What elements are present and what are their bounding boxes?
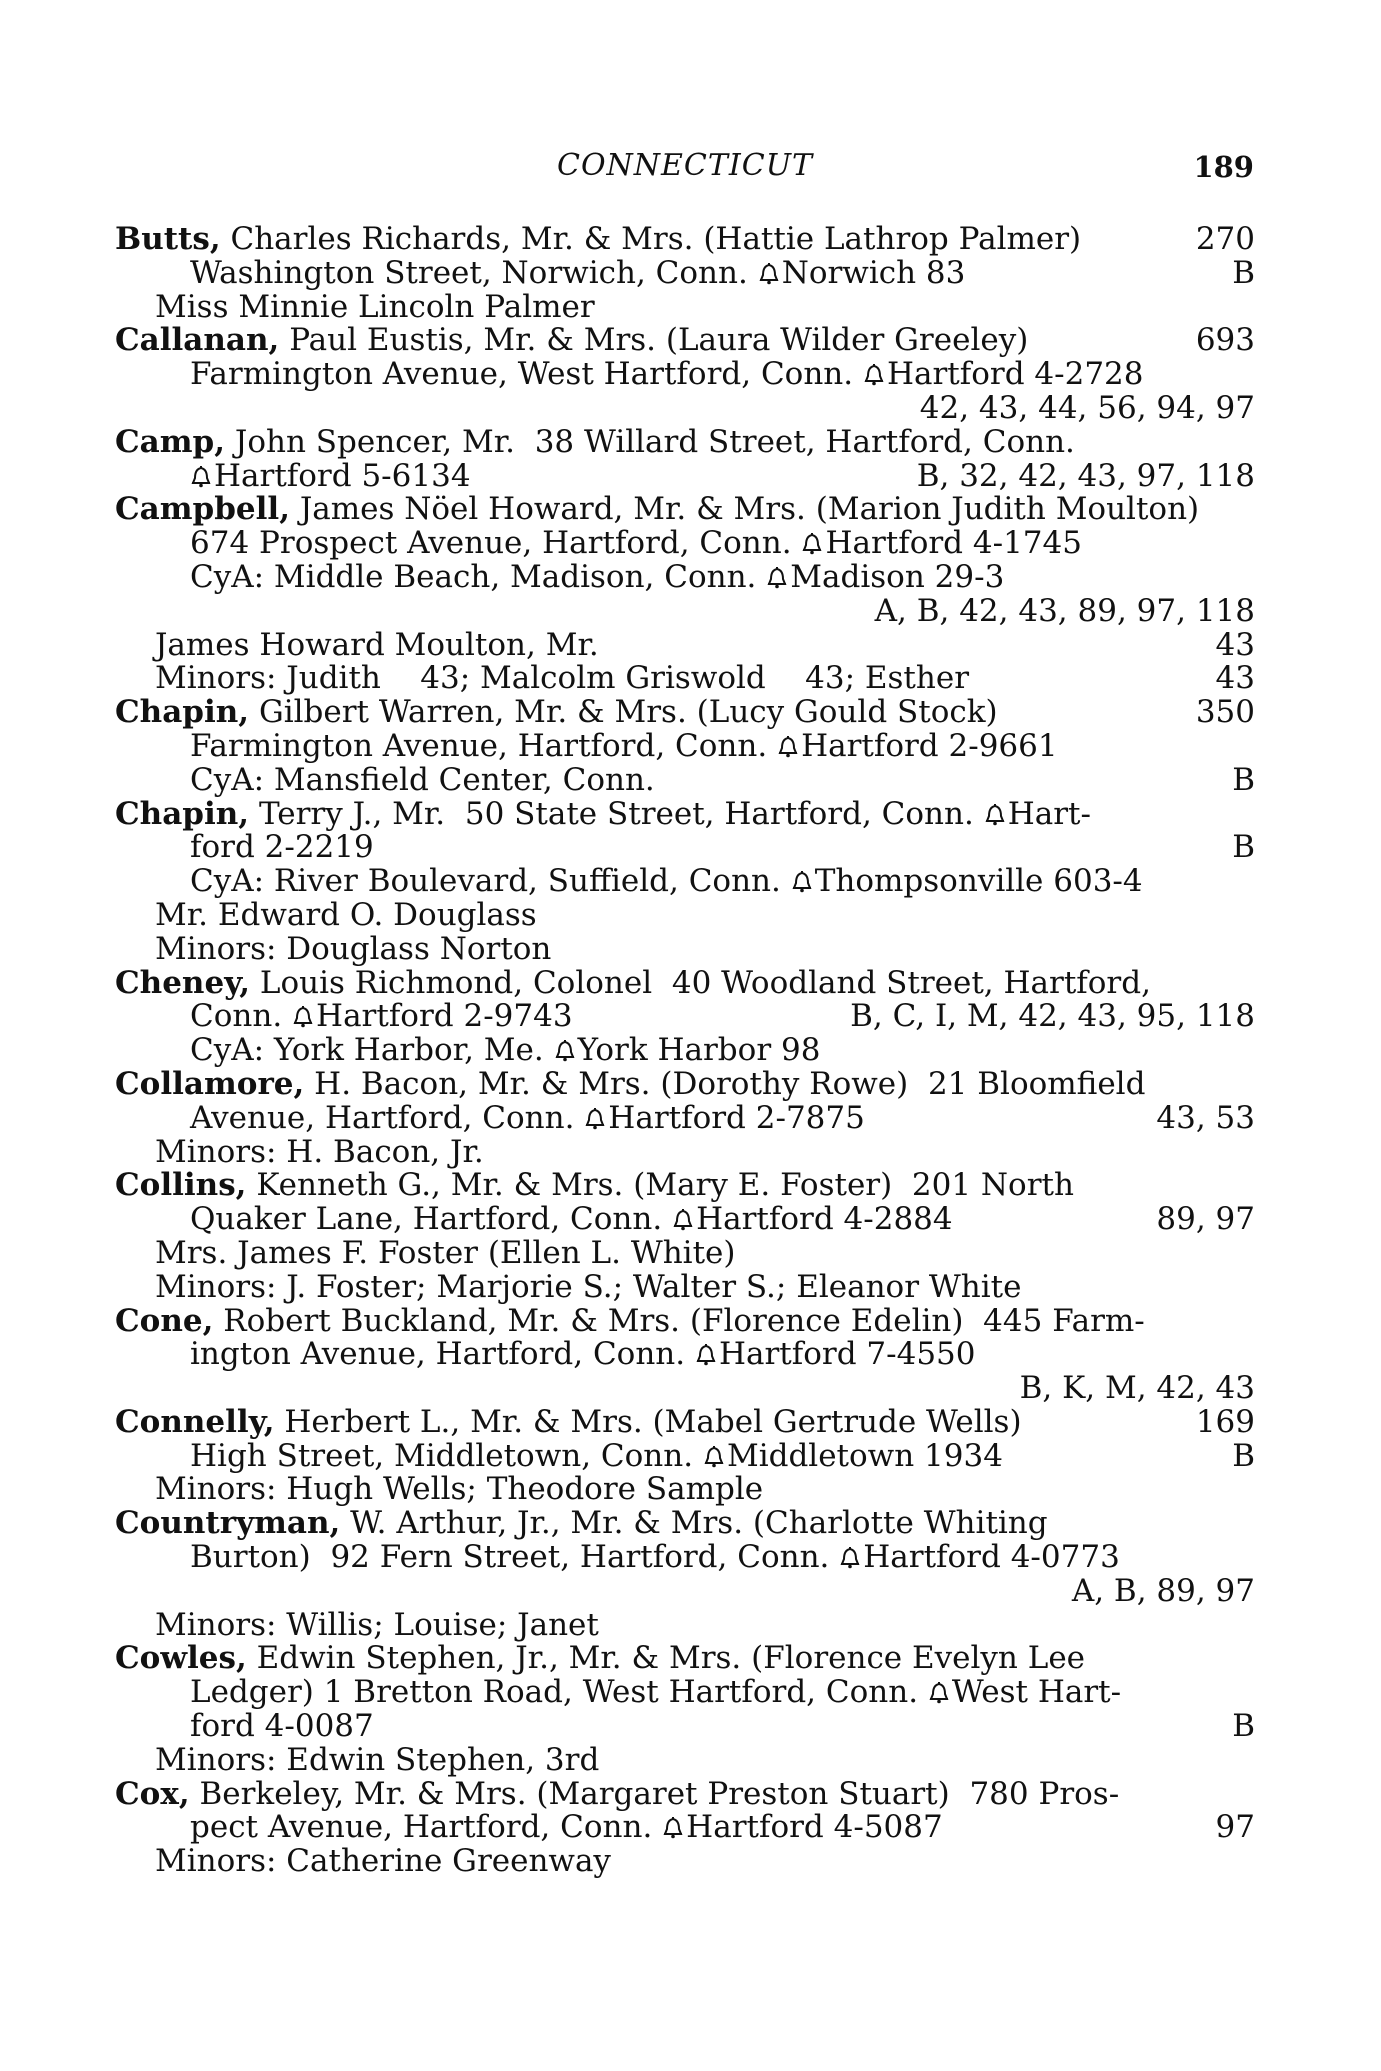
entry-body: Minors: Douglass Norton xyxy=(155,930,552,967)
entry-line xyxy=(115,1473,1255,1507)
entry-text xyxy=(190,254,966,291)
entry-line xyxy=(115,254,1255,291)
entry-codes: 43, 53 xyxy=(1156,1099,1255,1136)
entry-text xyxy=(190,865,1143,899)
entry-line xyxy=(115,896,1255,933)
entry-codes: B xyxy=(1232,829,1255,866)
entry-body: Minors: H. Bacon, Jr. xyxy=(155,1133,484,1170)
entry-text xyxy=(190,1437,1003,1474)
entry-body: Robert Buckland, Mr. & Mrs. (Florence Edelin) 445 Farm- xyxy=(213,1302,1145,1339)
entry-line xyxy=(115,1741,1255,1778)
entry-line xyxy=(115,324,1255,358)
telephone-number: Hartford 4-1745 xyxy=(825,525,1082,562)
surname: Countryman, xyxy=(115,1505,341,1542)
entry-text xyxy=(115,223,1081,257)
telephone-number: Hartford 2-9661 xyxy=(801,727,1058,764)
telephone-bell-icon xyxy=(801,529,823,553)
telephone-number: Madison 29-3 xyxy=(790,558,1005,595)
entry-line xyxy=(115,831,1255,865)
telephone-number: Hartford 7-4550 xyxy=(718,1336,976,1373)
entry-body: ford 2-2219 xyxy=(190,829,374,866)
entry-text xyxy=(115,1065,1146,1102)
entry-line xyxy=(115,423,1255,460)
telephone-bell-icon xyxy=(863,360,885,384)
entry-line xyxy=(115,1507,1255,1541)
entry-codes: B, K, M, 42, 43 xyxy=(1019,1370,1255,1407)
entry-body: Gilbert Warren, Mr. & Mrs. (Lucy Gould Stock) xyxy=(249,694,998,731)
entry-body: James Nöel Howard, Mr. & Mrs. (Marion Judith Moulton) xyxy=(289,491,1200,528)
entry-text xyxy=(155,1268,1022,1305)
entry-text xyxy=(190,1338,976,1372)
entry-body: pect Avenue, Hartford, Conn. xyxy=(190,1809,663,1846)
entry-body: Minors: Judith 43; Malcolm Griswold 43; Esther xyxy=(155,660,970,697)
entry-text xyxy=(115,1302,1145,1339)
entry-body: Washington Street, Norwich, Conn. xyxy=(190,254,758,291)
entry-line xyxy=(115,389,1255,426)
page-number: 189 xyxy=(1193,150,1254,184)
entry-body: Charles Richards, Mr. & Mrs. (Hattie Lathrop Palmer) xyxy=(220,221,1082,257)
entry-text xyxy=(190,1811,943,1845)
entry-line xyxy=(115,1133,1255,1170)
entry-text xyxy=(190,761,655,798)
entry-line xyxy=(115,761,1255,798)
entry-body: 674 Prospect Avenue, Hartford, Conn. xyxy=(190,525,802,562)
entry-codes: 89, 97 xyxy=(1156,1201,1255,1238)
running-title: CONNECTICUT xyxy=(556,148,813,183)
entry-line xyxy=(115,964,1255,1001)
surname: Butts, xyxy=(115,221,221,257)
entry-text xyxy=(190,1541,1120,1575)
telephone-bell-icon xyxy=(766,563,788,587)
entry-body: CyA: Middle Beach, Madison, Conn. xyxy=(190,558,767,595)
entry-text xyxy=(155,1741,600,1778)
telephone-number: Hartford 4-5087 xyxy=(686,1809,943,1846)
entry-body: Avenue, Hartford, Conn. xyxy=(190,1099,585,1136)
telephone-number: Hart- xyxy=(1007,795,1091,832)
surname: Collamore, xyxy=(115,1065,305,1102)
entry-line xyxy=(115,1338,1255,1372)
entry-line xyxy=(115,592,1255,629)
entry-body: Farmington Avenue, Hartford, Conn. xyxy=(190,727,778,764)
surname: Cone, xyxy=(115,1302,214,1339)
entry-line xyxy=(115,795,1255,832)
entry-codes: B xyxy=(1232,1437,1255,1474)
entry-text xyxy=(190,527,1082,561)
entry-text xyxy=(115,324,1028,358)
entry-codes: 350 xyxy=(1195,694,1255,731)
entry-text xyxy=(115,1642,1085,1676)
entry-codes: B xyxy=(1232,254,1255,291)
telephone-bell-icon xyxy=(695,1340,717,1364)
directory-entries xyxy=(115,223,1255,1879)
entry-line xyxy=(115,1775,1255,1812)
entry-text xyxy=(155,288,595,325)
entry-body: ford 4-0087 xyxy=(190,1708,374,1745)
entry-body: Miss Minnie Lincoln Palmer xyxy=(155,288,595,325)
telephone-number: West Hart- xyxy=(951,1674,1122,1711)
entry-body: H. Bacon, Mr. & Mrs. (Dorothy Rowe) 21 Bloomfield xyxy=(304,1065,1146,1102)
entry-codes: B xyxy=(1232,761,1255,798)
entry-body: James Howard Moulton, Mr. xyxy=(155,626,599,663)
surname: Cheney, xyxy=(115,964,251,1001)
entry-text xyxy=(155,1845,611,1879)
surname: Collins, xyxy=(115,1167,247,1204)
entry-codes: 270 xyxy=(1195,221,1255,257)
entry-text xyxy=(190,1099,865,1136)
entry-text xyxy=(190,1034,820,1068)
entry-codes: 42, 43, 44, 56, 94, 97 xyxy=(919,389,1255,426)
telephone-bell-icon xyxy=(928,1678,950,1702)
entry-body: Edwin Stephen, Jr., Mr. & Mrs. (Florence Evelyn Lee xyxy=(246,1640,1086,1677)
telephone-bell-icon xyxy=(777,732,799,756)
entry-line xyxy=(115,1572,1255,1609)
entry-line xyxy=(115,1203,1255,1237)
entry-body: John Spencer, Mr. 38 Willard Street, Hartford, Conn. xyxy=(225,423,1075,460)
entry-line xyxy=(115,1065,1255,1102)
page-header xyxy=(110,148,1260,192)
entry-text xyxy=(190,831,374,865)
entry-body: Terry J., Mr. 50 State Street, Hartford, Conn. xyxy=(249,795,984,832)
entry-line xyxy=(115,1676,1255,1710)
entry-line xyxy=(115,288,1255,325)
entry-body: CyA: Mansfield Center, Conn. xyxy=(190,761,655,798)
entry-line xyxy=(115,1710,1255,1744)
entry-text xyxy=(115,423,1075,460)
entry-text xyxy=(115,1169,1074,1203)
entry-line xyxy=(115,1169,1255,1203)
entry-text xyxy=(190,727,1058,764)
entry-line xyxy=(115,1099,1255,1136)
entry-body: CyA: York Harbor, Me. xyxy=(190,1032,554,1069)
entry-body: Mr. Edward O. Douglass xyxy=(155,896,537,933)
entry-line xyxy=(115,558,1255,595)
entry-text xyxy=(155,1234,736,1271)
entry-line xyxy=(115,1811,1255,1845)
entry-text xyxy=(155,1133,484,1170)
entry-line xyxy=(115,358,1255,392)
telephone-bell-icon xyxy=(839,1543,861,1567)
entry-line xyxy=(115,1437,1255,1474)
entry-body: Mrs. James F. Foster (Ellen L. White) xyxy=(155,1234,736,1271)
entry-text xyxy=(155,662,969,696)
entry-body: Minors: Willis; Louise; Janet xyxy=(155,1606,599,1643)
entry-text xyxy=(155,930,552,967)
entry-line xyxy=(115,727,1255,764)
telephone-bell-icon xyxy=(703,1442,725,1466)
entry-line xyxy=(115,1642,1255,1676)
entry-text xyxy=(155,1473,763,1507)
entry-body: Conn. xyxy=(190,998,293,1035)
telephone-bell-icon xyxy=(662,1813,684,1837)
entry-line xyxy=(115,1403,1255,1440)
entry-text xyxy=(190,1203,953,1237)
telephone-bell-icon xyxy=(292,1002,314,1026)
entry-codes: 97 xyxy=(1215,1809,1255,1846)
entry-text xyxy=(190,457,471,494)
entry-body: CyA: River Boulevard, Suffield, Conn. xyxy=(190,863,791,900)
entry-text xyxy=(190,558,1005,595)
entry-codes: 169 xyxy=(1195,1403,1255,1440)
entry-line xyxy=(115,626,1255,663)
entry-body: High Street, Middletown, Conn. xyxy=(190,1437,703,1474)
telephone-bell-icon xyxy=(984,800,1006,824)
entry-text xyxy=(155,896,537,933)
telephone-bell-icon xyxy=(791,867,813,891)
entry-body: Farmington Avenue, West Hartford, Conn. xyxy=(190,356,863,393)
entry-codes: A, B, 89, 97 xyxy=(1071,1572,1255,1609)
entry-line xyxy=(115,1234,1255,1271)
telephone-bell-icon xyxy=(584,1104,606,1128)
entry-text xyxy=(115,964,1151,1001)
entry-codes: B, C, I, M, 42, 43, 95, 118 xyxy=(850,998,1255,1035)
entry-line xyxy=(115,865,1255,899)
surname: Campbell, xyxy=(115,491,290,528)
entry-text xyxy=(190,1000,573,1034)
entry-text xyxy=(190,358,1144,392)
entry-body: Ledger) 1 Bretton Road, West Hartford, Conn. xyxy=(190,1674,928,1711)
telephone-bell-icon xyxy=(554,1036,576,1060)
entry-text xyxy=(155,626,599,663)
entry-body: Kenneth G., Mr. & Mrs. (Mary E. Foster) 201 North xyxy=(246,1167,1074,1204)
entry-line xyxy=(115,1372,1255,1406)
entry-text xyxy=(115,795,1091,832)
entry-line xyxy=(115,527,1255,561)
entry-body: W. Arthur, Jr., Mr. & Mrs. (Charlotte Whiting xyxy=(340,1505,1048,1542)
entry-codes: 693 xyxy=(1195,322,1255,359)
entry-text xyxy=(115,493,1199,527)
entry-line xyxy=(115,1034,1255,1068)
entry-codes: B xyxy=(1232,1708,1255,1745)
surname: Cox, xyxy=(115,1775,190,1812)
entry-line xyxy=(115,493,1255,527)
telephone-number: Middletown 1934 xyxy=(726,1437,1003,1474)
telephone-number: Hartford 4-2728 xyxy=(886,356,1144,393)
entry-body: Minors: Edwin Stephen, 3rd xyxy=(155,1741,600,1778)
telephone-number: Hartford 2-9743 xyxy=(316,998,573,1035)
entry-codes: 43 xyxy=(1215,660,1255,697)
entry-line xyxy=(115,1845,1255,1879)
entry-body: Minors: Hugh Wells; Theodore Sample xyxy=(155,1471,764,1508)
entry-line xyxy=(115,1268,1255,1305)
telephone-number: Norwich 83 xyxy=(781,254,966,291)
telephone-number: Hartford 4-2884 xyxy=(696,1201,953,1238)
surname: Chapin, xyxy=(115,694,250,731)
entry-codes: 43 xyxy=(1215,626,1255,663)
entry-line xyxy=(115,696,1255,730)
entry-text xyxy=(115,1403,1022,1440)
surname: Cowles, xyxy=(115,1640,247,1677)
entry-body: Quaker Lane, Hartford, Conn. xyxy=(190,1201,673,1238)
entry-line xyxy=(115,1302,1255,1339)
entry-line xyxy=(115,1000,1255,1034)
entry-text xyxy=(190,1676,1121,1710)
entry-line xyxy=(115,1606,1255,1643)
entry-line xyxy=(115,223,1255,257)
entry-codes: B, 32, 42, 43, 97, 118 xyxy=(916,457,1255,494)
entry-body: Minors: J. Foster; Marjorie S.; Walter S.; Eleanor White xyxy=(155,1268,1022,1305)
telephone-number: Hartford 4-0773 xyxy=(863,1539,1120,1576)
telephone-bell-icon xyxy=(672,1205,694,1229)
telephone-bell-icon xyxy=(758,259,780,283)
surname: Callanan, xyxy=(115,322,280,359)
entry-line xyxy=(115,1541,1255,1575)
entry-text xyxy=(190,1710,374,1744)
entry-text xyxy=(115,1775,1120,1812)
entry-text xyxy=(115,1507,1048,1541)
telephone-number: Hartford 5-6134 xyxy=(214,457,471,494)
entry-body: Louis Richmond, Colonel 40 Woodland Street, Hartford, xyxy=(250,964,1151,1001)
entry-body: Minors: Catherine Greenway xyxy=(155,1843,611,1880)
entry-line xyxy=(115,930,1255,967)
entry-body: Paul Eustis, Mr. & Mrs. (Laura Wilder Greeley) xyxy=(279,322,1029,359)
entry-body: Berkeley, Mr. & Mrs. (Margaret Preston Stuart) 780 Pros- xyxy=(189,1775,1120,1812)
entry-body: ington Avenue, Hartford, Conn. xyxy=(190,1336,695,1373)
surname: Camp, xyxy=(115,423,226,460)
telephone-number: Thompsonville 603-4 xyxy=(814,863,1143,900)
entry-body: Herbert L., Mr. & Mrs. (Mabel Gertrude Wells) xyxy=(274,1403,1022,1440)
entry-text xyxy=(155,1606,599,1643)
entry-text xyxy=(115,696,998,730)
telephone-number: Hartford 2-7875 xyxy=(608,1099,865,1136)
entry-body: Burton) 92 Fern Street, Hartford, Conn. xyxy=(190,1539,840,1576)
entry-codes: A, B, 42, 43, 89, 97, 118 xyxy=(874,592,1255,629)
surname: Connelly, xyxy=(115,1403,275,1440)
surname: Chapin, xyxy=(115,795,250,832)
entry-line xyxy=(115,457,1255,494)
telephone-bell-icon xyxy=(190,462,212,486)
telephone-number: York Harbor 98 xyxy=(577,1032,821,1069)
entry-line xyxy=(115,662,1255,696)
